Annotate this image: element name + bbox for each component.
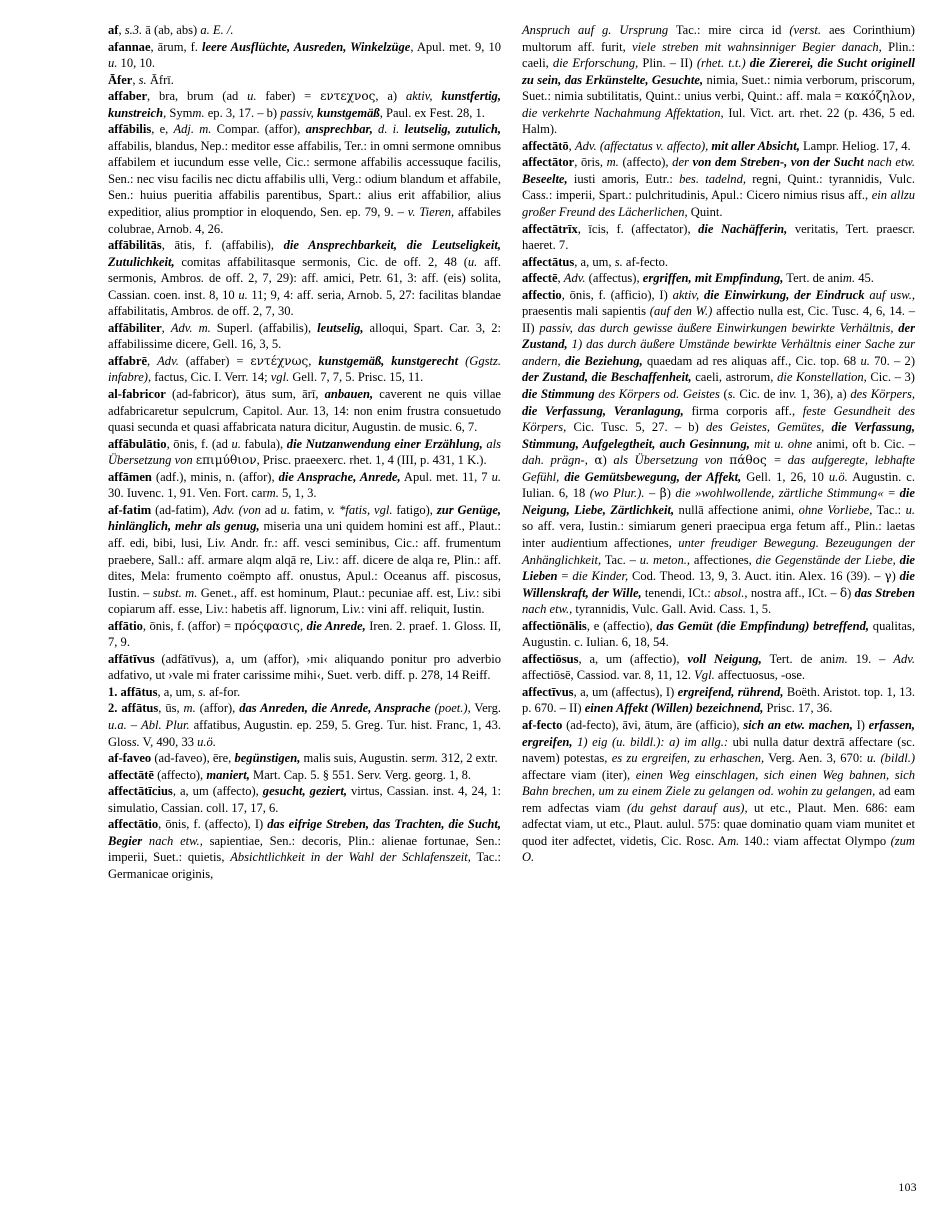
dictionary-entry: [522, 221, 915, 254]
entry-headword: af: [108, 23, 119, 37]
entry-headword: affectātio: [108, 817, 159, 832]
dictionary-entry: [522, 618, 915, 651]
entry-body: , Adv. (affaber) = εντέχνως, kunstgemäß, kunstgerecht (Ggstz. infabre), factus, Cic. I. Verr. 14; vgl. Gell. 7, 7, 5. Prisc. 15, 11.: [108, 353, 502, 385]
entry-headword: affectio: [522, 287, 562, 302]
dictionary-entry: [108, 750, 501, 767]
entry-body: (ad-fatim), Adv. (von ad u. fatim, v. *fatis, vgl. fatigo), zur Genüge, hinlänglich, mehr als genug, miseria una uni quidem homini est aff., Plaut.: aff. edi, bibi, lusi, Liv. Andr. fr.: aff. vesci seminibus, Cic.: aff. frumentum praebere, Sall.: aff. armare alqm alqā re, Liv.: aff. dicere de alqa re, Plin.: aff. dites, Mela: frumento coëmpto aff. onustus, Apul.: Oceanus aff. piscosus, Iustin. – subst. m. Genet., aff. est hominum, Plaut.: pecuniae aff. est, Liv.: sibi copiarum aff. esse, Liv.: habetis aff. lignorum, Liv.: vini aff. reliquit, Iustin.: [108, 502, 502, 617]
entry-body: (adfātīvus), a, um (affor), ›mi‹ aliquando ponitur pro adverbio adfativo, ut ›vale mi frater carissime mihi‹, Suet. verb. diff. p. 278, 14 Reiff.: [108, 651, 501, 683]
entry-headword: af-fatim: [108, 502, 152, 517]
entry-body: , ōnis, f. (ad u. fabula), die Nutzanwendung einer Erzählung, als Übersetzung von επιμύθιον, Prisc. praeexerc. rhet. 1, 4 (III, p. 431, 1 K.).: [108, 436, 501, 468]
entry-body: , īcis, f. (affectator), die Nachäfferin, veritatis, Tert. praescr. haeret. 7.: [522, 221, 915, 253]
entry-body: Anspruch auf g. Ursprung Tac.: mire circa id (verst. aes Corinthium) multorum aff. furit, viele streben mit wahnsinniger Begier danach, Plin.: caeli, die Erforschung, Plin. – II) (rhet. t.t.) die Ziererei, die Sucht originell zu sein, das Erkünstelte, Gesuchte, nimia, Suet.: nimia verborum, priscorum, Suet.: nimia subtilitatis, Quint.: unius verbi, Quint.: aff. mala = κακόζηλον, die verkehrte Nachahmung Affektation, Iul. Vict. art. rhet. 22 (p. 436, 5 ed. Halm).: [522, 23, 916, 137]
entry-body: , ōnis, f. (affor) = πρόςφασις, die Anrede, Iren. 2. praef. 1. Gloss. II, 7, 9.: [108, 618, 501, 650]
entry-body: , ōnis, f. (afficio), I) aktiv, die Einwirkung, der Eindruck auf usw., praesentis mali sapientis (auf den W.) affectio nulla est, Cic. Tusc. 4, 6, 14. – II) passiv, das durch gewisse äußere Einwirkungen bewirkte Verhältnis, der Zustand, 1) das durch äußere Umstände bewirkte Verhältnis einer Sache zur andern, die Beziehung, quaedam ad res aliquas aff., Cic. top. 68 u. 70. – 2) der Zustand, die Beschaffenheit, caeli, astrorum, die Konstellation, Cic. – 3) die Stimmung des Körpers od. Geistes (s. Cic. de inv. 1, 36), a) des Körpers, die Verfassung, Veranlagung, firma corporis aff., feste Gesundheit des Körpers, Cic. Tusc. 5, 27. – b) des Geistes, Gemütes, die Verfassung, Stimmung, Aufgelegtheit, auch Gesinnung, mit u. ohne animi, oft b. Cic. – dah. prägn-, α) als Übersetzung von πάθος = das aufgeregte, lebhafte Gefühl, die Gemütsbewegung, der Affekt, Gell. 1, 26, 10 u.ö. Augustin. c. Iulian. 6, 18 (wo Plur.). – β) die »wohlwollende, zärtliche Stimmung« = die Neigung, Liebe, Zärtlichkeit, nullā affectione animi, ohne Vorliebe, Tac.: u. so aff. vera, Iustin.: simiarum generi praecipua erga fetum aff., Plin.: laetas inter audientium affectiones, unter freudiger Bewegung. Bezeugungen der Anhänglichkeit, Tac. – u. meton., affectiones, die Gegenstände der Liebe, die Lieben = die Kinder, Cod. Theod. 13, 9, 3. Auct. itin. Alex. 16 (39). – γ) die Willenskraft, der Wille, tenendi, ICt.: absol., nostra aff., ICt. – δ) das Streben nach etw., tyrannidis, Vulc. Gall. Avid. Cass. 1, 5.: [522, 287, 916, 617]
dictionary-entry: [522, 22, 915, 138]
entry-headword: afannae: [108, 39, 151, 54]
entry-headword: affectātor: [522, 155, 575, 170]
dictionary-entry: [108, 684, 501, 701]
entry-body: , a, um (affectio), voll Neigung, Tert. de anim. 19. – Adv. affectiōsē, Cassiod. var. 8, 11, 12. Vgl. affectuosus, -ose.: [522, 651, 915, 683]
entry-body: (adf.), minis, n. (affor), die Ansprache, Anrede, Apul. met. 11, 7 u. 30. Iuvenc. 1, 91. Ven. Fort. carm. 5, 1, 3.: [108, 469, 501, 501]
dictionary-entry: [108, 121, 501, 237]
entry-headword: affectiōnālis: [522, 618, 587, 633]
dictionary-entry: [108, 469, 501, 502]
entry-body: , Adv. (affectus), ergriffen, mit Empfindung, Tert. de anim. 45.: [557, 271, 874, 286]
entry-headword: affābilitās: [108, 238, 162, 253]
dictionary-entry: [108, 502, 501, 618]
entry-body: (ad-fecto), āvi, ātum, āre (afficio), sich an etw. machen, I) erfassen, ergreifen, 1) eig (u. bildl.): a) im allg.: ubi nulla datur dextrā affectare (sc. navem) potestas, es zu ergreifen, zu erhaschen, Verg. Aen. 3, 670: u. (bildl.) affectare viam (iter), einen Weg einschlagen, sich einen Weg bahnen, sich Bahn brechen, um zu einem Ziele zu gelangen od. wohin zu gelangen, ad eam rem adfectas viam (du gehst darauf aus), ut etc., Plaut. Men. 686: eam adfectat viam, ut etc., Plaut. aulul. 575: quae dominatio quam viam munitet et quod iter adfectet, videtis, Cic. Rosc. Am. 140.: viam affectat Olympo (zum O.: [522, 717, 916, 865]
dictionary-entry: [108, 783, 501, 816]
dictionary-entry: [522, 717, 915, 866]
entry-headword: Āfer: [108, 72, 133, 87]
entry-body: , e (affectio), das Gemüt (die Empfindung) betreffend, qualitas, Augustin. c. Iulian. 6, 18, 54.: [522, 618, 915, 650]
entry-body: (affecto), maniert, Mart. Cap. 5. § 551. Serv. Verg. georg. 1, 8.: [153, 767, 471, 782]
dictionary-entry: [108, 386, 501, 436]
dictionary-entry: [108, 320, 501, 353]
entry-body: , ātis, f. (affabilis), die Ansprechbarkeit, die Leutseligkeit, Zutulichkeit, comitas affabilitasque sermonis, Cic. de off. 2, 48 (u. aff. sermonis, Ambros. de off. 2, 7, 29): aff. amici, Petr. 61, 3: aff. (eis) solita, Cassian. coen. inst. 8, 10 u. 11; 9, 4: aff. seria, Arnob. 5, 27: facilitas blandae affabilitatis, Ambros. de off. 2, 7, 30.: [108, 238, 502, 319]
entry-headword: affāmen: [108, 469, 152, 484]
entry-body: , Adv. (affectatus v. affecto), mit aller Absicht, Lampr. Heliog. 17, 4.: [568, 138, 911, 153]
entry-headword: affectātus: [522, 254, 575, 269]
dictionary-entry: [108, 767, 501, 784]
entry-body: , bra, brum (ad u. faber) = εντεχνος, a) aktiv, kunstfertig, kunstreich, Symm. ep. 3, 17. – b) passiv, kunstgemäß, Paul. ex Fest. 28, 1.: [108, 89, 501, 120]
entry-headword: affectātrīx: [522, 221, 578, 236]
dictionary-entry: [522, 254, 915, 271]
dictionary-entry: [522, 684, 915, 717]
dictionary-entry: [108, 22, 501, 39]
dictionary-entry: [108, 816, 501, 882]
entry-headword: affabrē: [108, 353, 148, 368]
dictionary-entry: [108, 353, 501, 386]
dictionary-entry: [522, 287, 915, 618]
dictionary-entry: [522, 651, 915, 684]
two-column-text-body: [108, 22, 918, 1172]
entry-body: , a, um (affectus), I) ergreifend, rührend, Boëth. Aristot. top. 1, 13. p. 670. – II) einen Affekt (Willen) bezeichnend, Prisc. 17, 36.: [522, 684, 915, 716]
dictionary-entry: [522, 270, 915, 287]
entry-headword: affābiliter: [108, 320, 162, 335]
entry-body: , e, Adj. m. Compar. (affor), ansprechbar, d. i. leutselig, zutulich, affabilis, blandus, Nep.: meditor esse affabilis, Ter.: in omni sermone omnibus affabilem et iucundum esse velle, Cic.: sermone affabilis accessuque facilis, Sen.: nec visu facilis nec dictu affabilis ulli, Verg.: odium blandum et affabile, Sen.: huius pueritia affabilis parentibus, Spart.: alius erit affabilior, alius expeditior, alius promptior in eloquendo, Sen. ep. 79, 9. – v. Tieren, affabiles colubrae, Arnob. 4, 26.: [108, 122, 502, 236]
entry-headword: affābulātio: [108, 436, 167, 451]
dictionary-entry: [108, 651, 501, 684]
right-column: [522, 22, 915, 866]
entry-body: , s.3. ā (ab, abs) a. E. /.: [118, 23, 234, 37]
dictionary-entry: [108, 700, 501, 750]
entry-headword: affātīvus: [108, 651, 155, 666]
entry-headword: af-fecto: [522, 717, 563, 732]
dictionary-entry: [522, 138, 915, 155]
dictionary-entry: [108, 88, 501, 121]
dictionary-entry: [108, 436, 501, 469]
entry-headword: affectīvus: [522, 684, 574, 699]
entry-body: , Adv. m. Superl. (affabilis), leutselig, alloqui, Spart. Car. 3, 2: affabilissime dicere, Gell. 16, 3, 5.: [108, 320, 501, 352]
entry-headword: affectātō: [522, 138, 569, 153]
entry-headword: affectē: [522, 271, 558, 286]
entry-headword: affābilis: [108, 122, 152, 137]
entry-body: (ad-faveo), ēre, begünstigen, malis suis, Augustin. serm. 312, 2 extr.: [151, 751, 498, 766]
dictionary-entry: [522, 154, 915, 220]
entry-headword: al-fabricor: [108, 387, 166, 402]
dictionary-entry: [108, 39, 501, 72]
entry-body: , a, um, s. af-fecto.: [574, 254, 669, 269]
entry-headword: 1. affātus: [108, 684, 158, 699]
entry-headword: affaber: [108, 89, 148, 104]
entry-headword: affectātīcius: [108, 784, 173, 799]
entry-body: , ārum, f. leere Ausflüchte, Ausreden, Winkelzüge, Apul. met. 9, 10 u. 10, 10.: [108, 39, 502, 71]
entry-body: , s. Āfrī.: [132, 72, 174, 87]
entry-body: , a, um, s. af-for.: [157, 684, 241, 699]
page-number: 103: [898, 1181, 917, 1194]
entry-body: , ūs, m. (affor), das Anreden, die Anrede, Ansprache (poet.), Verg. u.a. – Abl. Plur. affatibus, Augustin. ep. 259, 5. Greg. Tur. hist. Franc, 1, 43. Gloss. V, 490, 33 u.ö.: [108, 701, 502, 749]
dictionary-entry: [108, 72, 501, 89]
entry-headword: af-faveo: [108, 751, 152, 766]
entry-headword: affectiōsus: [522, 651, 579, 666]
entry-body: (ad-fabricor), ātus sum, ārī, anbauen, caverent ne quis villae adfabricaretur sepulcrum, Capitol. Aur. 13, 14: non enim frustra consuetudo quasi secunda et quasi affabricata natura dicitur, Augustin. de music. 6, 7.: [108, 387, 501, 435]
entry-body: , ōnis, f. (affecto), I) das eifrige Streben, das Trachten, die Sucht, Begier nach etw., sapientiae, Sen.: decoris, Plin.: alienae fortunae, Sen.: imperii, Suet.: quietis, Absichtlichkeit in der Wahl der Schlafenszeit, Tac.: Germanicae originis,: [108, 817, 501, 881]
left-column: [108, 22, 501, 882]
dictionary-entry: [108, 618, 501, 651]
dictionary-entry: [108, 237, 501, 320]
entry-headword: affātio: [108, 618, 143, 633]
entry-body: , ōris, m. (affecto), der von dem Streben-, von der Sucht nach etw. Beseelte, iusti amoris, Eutr.: bes. tadelnd, regni, Quint.: tyrannidis, Vulc. Cass.: imperii, Spart.: pulchritudinis, Apul.: Cicero nimius risus aff., ein allzu großer Freund des Lächerlichen, Quint.: [522, 155, 916, 220]
entry-body: , a, um (affecto), gesucht, geziert, virtus, Cassian. inst. 4, 24, 1: simulatio, Cassian. coll. 17, 17, 6.: [108, 784, 501, 815]
entry-headword: affectātē: [108, 767, 154, 782]
entry-headword: 2. affātus: [108, 701, 159, 716]
